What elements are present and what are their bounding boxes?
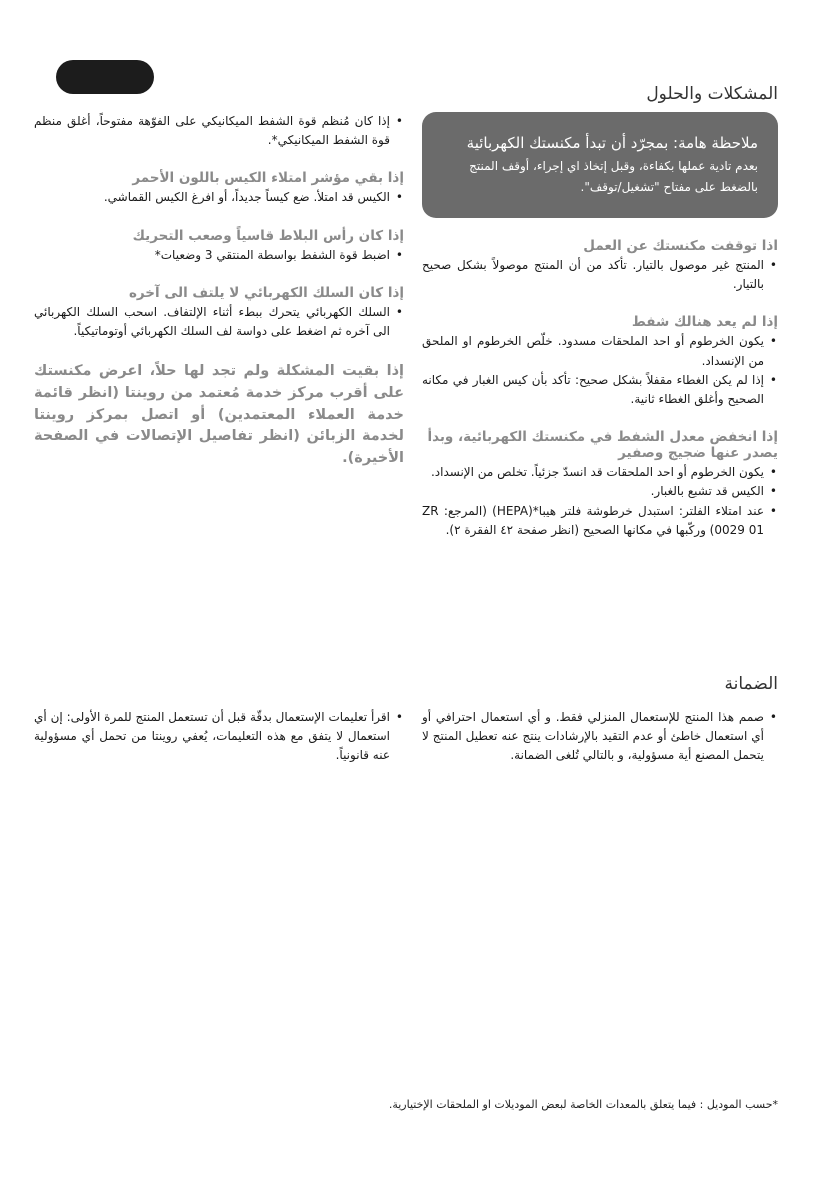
- note-lead: ملاحظة هامة: بمجرّد أن تبدأ مكنستك الكهربائية: [466, 134, 758, 152]
- section-no-suction: [422, 314, 778, 409]
- section-heading: إذا انخفض معدل الشفط في مكنستك الكهربائية، وبدأ يصدر عنها ضجيج وصفير: [427, 429, 778, 462]
- list-item: • الكيس قد امتلأ. ضع كيساً جديداً، أو افرغ الكيس القماشي.: [34, 188, 390, 207]
- list-item: • صمم هذا المنتج للإستعمال المنزلي فقط. و أي استعمال احترافي أو أي استعمال خاطئ أو عدم التقيد بالإرشادات ينتج عنه تعطيل المنتج لا يتحمل المصنع أية مسؤولية، و بالتالي تُلغى الضمانة.: [422, 708, 764, 766]
- section-reduced-suction: [422, 429, 778, 540]
- section-no-power: [422, 238, 778, 294]
- footnote: *حسب الموديل : فيما يتعلق بالمعدات الخاصة لبعض الموديلات او الملحقات الإختيارية.: [388, 1098, 778, 1111]
- service-center-note: إذا بقيت المشكلة ولم تجد لها حلاً، اعرض مكنستك على أقرب مركز خدمة مُعتمد من روينتا (انظر قائمة خدمة العملاء المعتمدين) أو اتصل بمركز روينتا لخدمة الزبائن (انظر تفاصيل الإتصالات في الصفحة الأخيرة).: [34, 363, 404, 467]
- important-note-box: [422, 112, 778, 218]
- warranty-left: [34, 708, 404, 766]
- section-cord-rewind: [34, 285, 404, 341]
- section-floor-head: [34, 228, 404, 265]
- header-tab-marker: [56, 60, 154, 94]
- section-heading: اذا توقفت مكنستك عن العمل: [583, 238, 778, 254]
- list-item: • إذا كان مُنظم قوة الشفط الميكانيكي على الفوّهة مفتوحاً، أغلق منظم قوة الشفط الميكانيكي*.: [34, 112, 390, 150]
- list-item: • المنتج غير موصول بالتيار. تأكد من أن المنتج موصولاً بشكل صحيح بالتيار.: [422, 256, 764, 294]
- section-bag-indicator: [34, 170, 404, 207]
- section-suction-regulator: [34, 112, 404, 150]
- list-item: • اقرأ تعليمات الإستعمال بدقّة قبل أن تستعمل المنتج للمرة الأولى: إن أي استعمال لا يتفق مع هذه التعليمات، يُعفي روينتا من تحمل أي مسؤولية عنه قانونياً.: [34, 708, 390, 766]
- right-column: [422, 112, 778, 540]
- section-heading: إذا كان رأس البلاط قاسياً وصعب التحريك: [132, 227, 404, 244]
- section-heading: إذا بقي مؤشر امتلاء الكيس باللون الأحمر: [132, 170, 404, 187]
- list-item: • السلك الكهربائي يتحرك ببطء أثناء الإلتفاف. اسحب السلك الكهربائي الى آخره ثم اضغط على دواسة لف السلك الكهربائي أوتوماتيكياً.: [34, 303, 390, 341]
- section-heading: إذا كان السلك الكهربائي لا يلتف الى آخره: [128, 284, 404, 301]
- list-item: • يكون الخرطوم أو احد الملحقات قد انسدّ جزئياً. تخلص من الإنسداد.: [422, 463, 764, 482]
- warranty-title: الضمانة: [724, 674, 778, 694]
- warranty-right: [422, 708, 778, 766]
- list-item: • إذا لم يكن الغطاء مقفلاً بشكل صحيح: تأكد بأن كيس الغبار في مكانه الصحيح وأغلق الغطاء ثانية.: [422, 371, 764, 409]
- list-item: • يكون الخرطوم أو احد الملحقات مسدود. خلّص الخرطوم او الملحق من الإنسداد.: [422, 332, 764, 370]
- page-title: المشكلات والحلول: [646, 84, 778, 104]
- list-item: • الكيس قد تشبع بالغبار.: [422, 482, 764, 501]
- list-item: • اضبط قوة الشفط بواسطة المنتقي 3 وضعيات*: [34, 246, 390, 265]
- left-column: [34, 112, 404, 470]
- list-item: • عند امتلاء الفلتر: استبدل خرطوشة فلتر هيبا*(HEPA) (المرجع: ZR 0029 01) وركّبها في مكانها الصحيح (انظر صفحة ٤٢ الفقرة ٢).: [422, 502, 764, 540]
- section-heading: إذا لم يعد هنالك شفط: [631, 314, 778, 331]
- note-text: بعدم تادية عملها بكفاءة، وقبل إتخاذ اي إجراء، أوقف المنتج بالضغط على مفتاح "تشغيل/توقف".: [469, 159, 758, 195]
